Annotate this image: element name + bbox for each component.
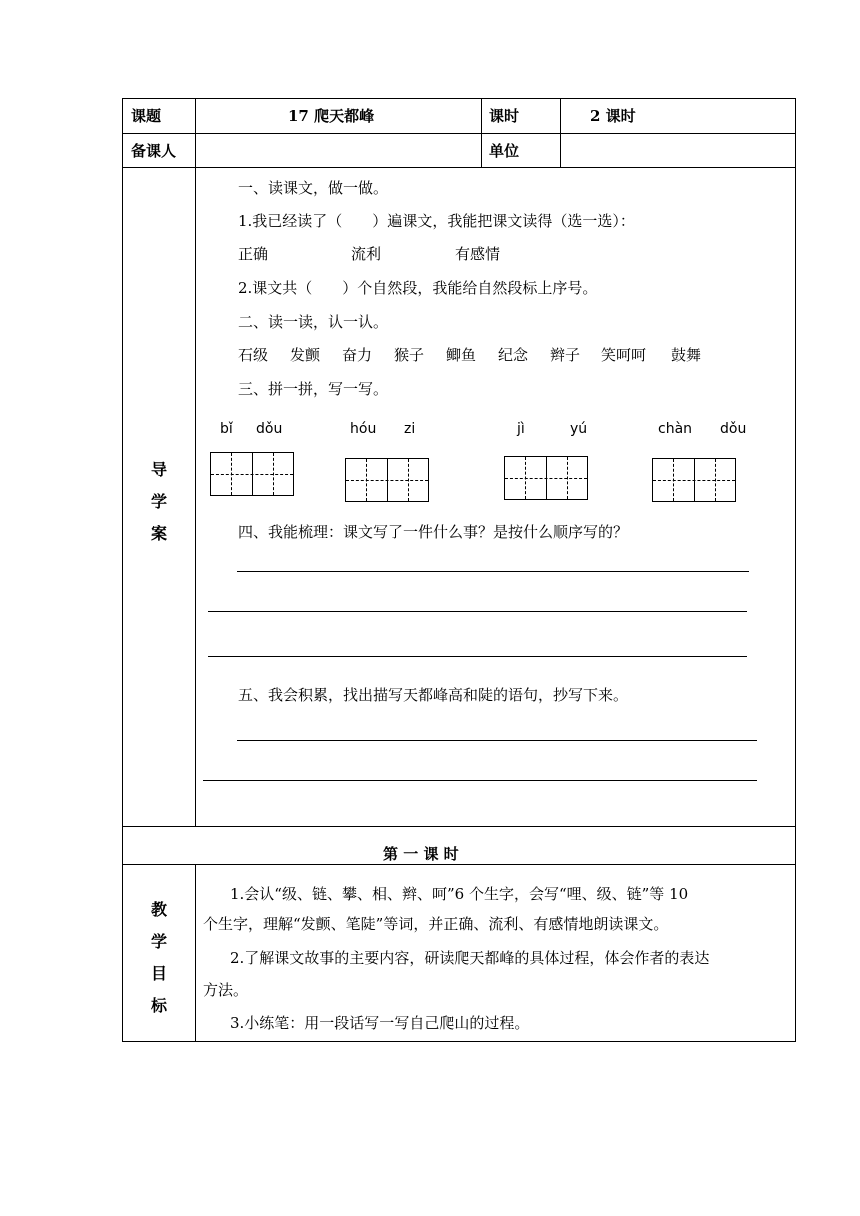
pinyin-syllable: dǒu bbox=[256, 421, 283, 437]
option-correct: 正确 bbox=[238, 245, 269, 263]
word-item: 石级 bbox=[238, 346, 269, 364]
lesson-title: 第 一 课 时 bbox=[383, 845, 459, 863]
topic-label: 课题 bbox=[131, 107, 162, 125]
goals-side-label-1: 教 bbox=[150, 900, 167, 919]
pinyin-syllable: bǐ bbox=[220, 421, 233, 437]
answer-line[interactable] bbox=[203, 780, 757, 781]
guide-side-label-3: 案 bbox=[150, 524, 167, 543]
answer-line[interactable] bbox=[208, 611, 747, 612]
option-emotional: 有感情 bbox=[455, 245, 501, 263]
goal-2-line-1: 2.了解课文故事的主要内容，研读爬天都峰的具体过程，体会作者的表达 bbox=[230, 949, 710, 967]
goals-side-label-4: 标 bbox=[150, 996, 167, 1015]
answer-line[interactable] bbox=[237, 571, 749, 572]
word-item: 笑呵呵 bbox=[601, 346, 647, 364]
writing-grid[interactable] bbox=[652, 458, 736, 502]
topic-value: 17 爬天都峰 bbox=[288, 107, 375, 125]
writing-grid[interactable] bbox=[504, 456, 588, 500]
guide-side-label-1: 导 bbox=[150, 460, 167, 479]
table-row-divider bbox=[122, 826, 796, 827]
section-1-question-2: 2.课文共（ ）个自然段，我能给自然段标上序号。 bbox=[238, 279, 598, 297]
guide-side-label-2: 学 bbox=[150, 492, 167, 511]
section-3-title: 三、拼一拼，写一写。 bbox=[238, 380, 389, 398]
period-label: 课时 bbox=[489, 107, 520, 125]
word-item: 奋力 bbox=[342, 346, 373, 364]
section-1-question-1: 1.我已经读了（ ）遍课文，我能把课文读得（选一选）： bbox=[238, 212, 635, 230]
goal-3: 3.小练笔：用一段话写一写自己爬山的过程。 bbox=[230, 1014, 530, 1032]
word-item: 鲫鱼 bbox=[446, 346, 477, 364]
word-item: 辫子 bbox=[550, 346, 581, 364]
unit-label: 单位 bbox=[489, 142, 520, 160]
word-item: 猴子 bbox=[394, 346, 425, 364]
table-col-divider bbox=[560, 98, 561, 168]
word-item: 纪念 bbox=[498, 346, 529, 364]
word-item: 鼓舞 bbox=[671, 346, 702, 364]
pinyin-syllable: hóu bbox=[350, 421, 377, 437]
table-col-divider bbox=[195, 864, 196, 1042]
table-row-divider bbox=[122, 167, 796, 168]
table-border-bottom bbox=[122, 1041, 796, 1042]
pinyin-syllable: jì bbox=[517, 421, 525, 437]
pinyin-syllable: chàn bbox=[658, 421, 693, 437]
pinyin-syllable: zi bbox=[404, 421, 416, 437]
section-1-title: 一、读课文，做一做。 bbox=[238, 179, 389, 197]
section-5-title: 五、我会积累，找出描写天都峰高和陡的语句，抄写下来。 bbox=[238, 686, 629, 704]
writing-grid[interactable] bbox=[210, 452, 294, 496]
table-col-divider bbox=[481, 98, 482, 168]
table-border-top bbox=[122, 98, 796, 99]
goal-2-line-2: 方法。 bbox=[203, 981, 249, 999]
pinyin-syllable: dǒu bbox=[720, 421, 747, 437]
goals-side-label-2: 学 bbox=[150, 932, 167, 951]
goal-1-line-2: 个生字，理解“发颤、笔陡”等词，并正确、流利、有感情地朗读课文。 bbox=[203, 915, 669, 933]
writing-grid[interactable] bbox=[345, 458, 429, 502]
table-col-divider bbox=[195, 98, 196, 827]
period-value: 2 课时 bbox=[590, 107, 636, 125]
pinyin-syllable: yú bbox=[570, 421, 588, 437]
section-4-title: 四、我能梳理：课文写了一件什么事？是按什么顺序写的？ bbox=[238, 523, 629, 541]
section-2-title: 二、读一读，认一认。 bbox=[238, 313, 389, 331]
word-item: 发颤 bbox=[290, 346, 321, 364]
table-row-divider bbox=[122, 133, 796, 134]
answer-line[interactable] bbox=[237, 740, 757, 741]
table-border-left bbox=[122, 98, 123, 1042]
goals-side-label-3: 目 bbox=[150, 964, 167, 983]
table-border-right bbox=[795, 98, 796, 1042]
goal-1-line-1: 1.会认“级、链、攀、相、辫、呵”6 个生字，会写“哩、级、链”等 10 bbox=[230, 885, 689, 903]
teacher-label: 备课人 bbox=[131, 142, 177, 160]
table-row-divider bbox=[122, 864, 796, 865]
option-fluent: 流利 bbox=[351, 245, 382, 263]
answer-line[interactable] bbox=[208, 656, 747, 657]
